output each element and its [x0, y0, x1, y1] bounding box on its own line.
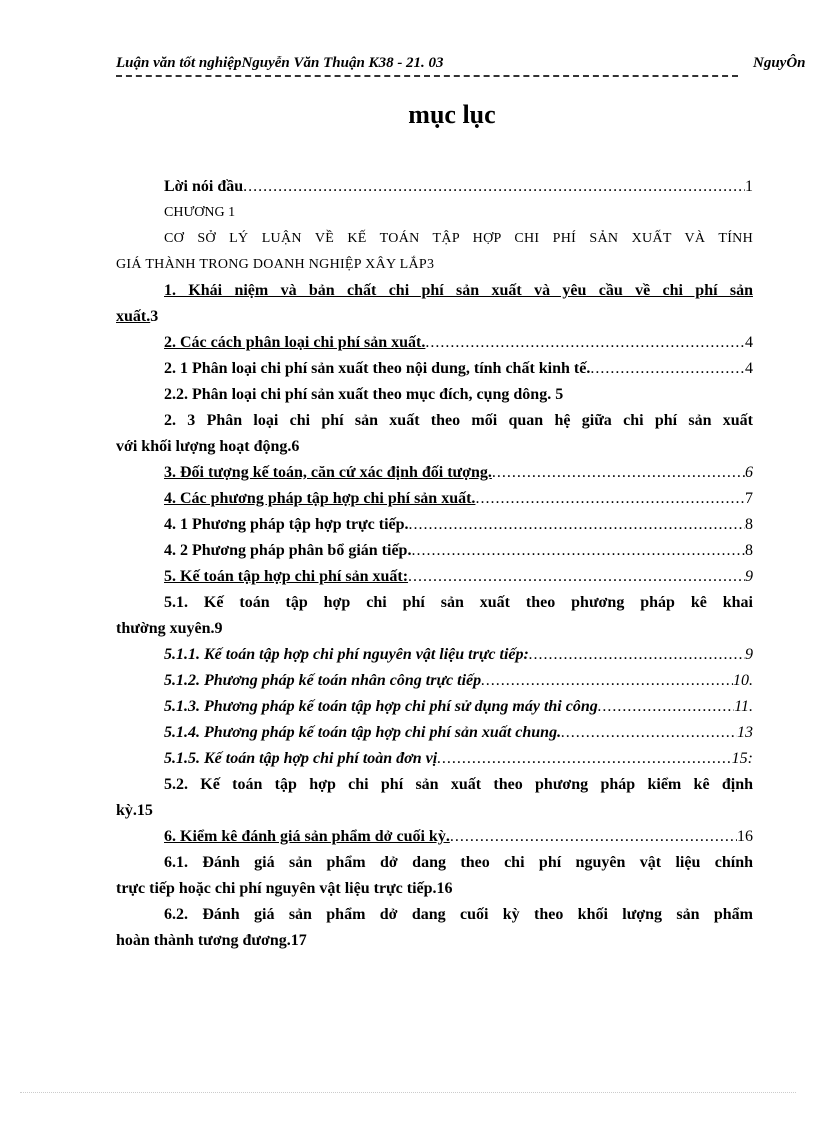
toc-entry-2-1[interactable] [116, 356, 753, 382]
toc-entry-text: trực tiếp hoặc chi phí nguyên vật liệu trực tiếp. [116, 880, 437, 897]
toc-entry-6-1[interactable] [116, 850, 753, 902]
toc-entry-text: với khối lượng hoạt động. [116, 438, 292, 455]
toc-entry-text: 6.2. Đánh giá sản phẩm dở dang cuối kỳ theo khối lượng sản phẩm [164, 906, 753, 923]
toc-page: 10. [733, 672, 753, 689]
toc-entry-text: 4. 2 Phương pháp phân bổ gián tiếp. [164, 542, 412, 559]
toc-entry-text: 5.2. Kế toán tập hợp chi phí sản xuất theo phương pháp kiểm kê định [164, 776, 753, 793]
toc-page: 9 [214, 620, 223, 637]
toc-page: 15: [731, 750, 753, 767]
toc-page: 17 [290, 932, 307, 949]
toc-entry-chapter-title[interactable] [116, 226, 753, 278]
leader-dots [481, 668, 733, 694]
table-of-contents [116, 174, 753, 954]
toc-page: 9 [745, 646, 753, 663]
chapter-label: CHƯƠNG 1 [164, 205, 236, 220]
toc-entry-2-3[interactable] [116, 408, 753, 460]
toc-entry-4[interactable] [116, 486, 753, 512]
toc-entry-text: 5.1.1. Kế toán tập hợp chi phí nguyên vật liệu trực tiếp: [164, 646, 529, 663]
toc-page: 13 [737, 724, 753, 741]
header-left: Luận văn tốt nghiệpNguyễn Văn Thuận K38 - 21. 03 [116, 55, 444, 71]
toc-entry-text: 4. Các phương pháp tập hợp chi phí sản xuất. [164, 490, 476, 507]
leader-dots [409, 512, 745, 538]
toc-entry-text: 5. Kế toán tập hợp chi phí sản xuất: [164, 568, 409, 585]
toc-entry-4-1[interactable] [116, 512, 753, 538]
toc-page: 3 [427, 257, 435, 272]
leader-dots [408, 564, 745, 590]
leader-dots [475, 486, 745, 512]
footer-rule [20, 1092, 796, 1093]
toc-entry-4-2[interactable] [116, 538, 753, 564]
toc-entry-text: 1. Khái niệm và bản chất chi phí sản xuất và yêu cầu về chi phí sản [164, 282, 753, 299]
toc-entry-text: 2.2. Phân loại chi phí sản xuất theo mục đích, cụng dông. 5 [164, 386, 564, 403]
leader-dots [598, 694, 734, 720]
toc-entry-text: 5.1. Kế toán tập hợp chi phí sản xuất theo phương pháp kê khai [164, 594, 753, 611]
leader-dots [529, 642, 745, 668]
toc-entry-5-1-4[interactable] [116, 720, 753, 746]
toc-page: 9 [745, 568, 753, 585]
toc-entry-2[interactable] [116, 330, 753, 356]
toc-page: 16 [436, 880, 453, 897]
toc-page: 3 [150, 308, 159, 325]
leader-dots [590, 356, 745, 382]
leader-dots [411, 538, 745, 564]
toc-page: 4 [745, 360, 753, 377]
toc-entry-text: kỳ. [116, 802, 137, 819]
toc-entry-text: Lời nói đầu [164, 178, 244, 195]
toc-page: 15 [136, 802, 153, 819]
toc-entry-3[interactable] [116, 460, 753, 486]
toc-entry-6[interactable] [116, 824, 753, 850]
leader-dots [492, 460, 745, 486]
leader-dots [561, 720, 737, 746]
toc-page: 1 [745, 178, 753, 195]
toc-page: 6 [291, 438, 300, 455]
toc-page: 11. [734, 698, 753, 715]
header-right: NguyÔn [753, 55, 806, 71]
toc-page: 7 [745, 490, 753, 507]
toc-entry-text: thường xuyên. [116, 620, 215, 637]
toc-entry-text: 5.1.4. Phương pháp kế toán tập hợp chi phí sản xuất chung. [164, 724, 562, 741]
leader-dots [450, 824, 737, 850]
toc-entry-5-1-3[interactable] [116, 694, 753, 720]
toc-page: 8 [745, 542, 753, 559]
toc-page: 16 [737, 828, 753, 845]
toc-entry-5-1[interactable] [116, 590, 753, 642]
toc-page: 6 [745, 464, 753, 481]
toc-entry-5-1-2[interactable] [116, 668, 753, 694]
toc-entry-text: 2. 3 Phân loại chi phí sản xuất theo mối quan hệ giữa chi phí sản xuất [164, 412, 753, 429]
toc-entry-text: hoàn thành tương đương. [116, 932, 291, 949]
toc-entry-5-1-5[interactable] [116, 746, 753, 772]
toc-entry-text: 2. Các cách phân loại chi phí sản xuất. [164, 334, 426, 351]
leader-dots [243, 174, 745, 200]
toc-entry-text: GIÁ THÀNH TRONG DOANH NGHIỆP XÂY LẮP [116, 257, 428, 272]
toc-entry-preface[interactable] [116, 174, 753, 200]
toc-entry-text: 5.1.3. Phương pháp kế toán tập hợp chi phí sử dụng máy thi công [164, 698, 598, 715]
toc-entry-5-2[interactable] [116, 772, 753, 824]
toc-page: 8 [745, 516, 753, 533]
toc-entry-text: 4. 1 Phương pháp tập hợp trực tiếp. [164, 516, 409, 533]
page-title: mục lục [408, 100, 496, 129]
toc-entry-6-2[interactable] [116, 902, 753, 954]
toc-entry-2-2[interactable] [116, 382, 753, 408]
leader-dots [425, 330, 745, 356]
toc-entry-1[interactable] [116, 278, 753, 330]
leader-dots [437, 746, 731, 772]
toc-entry-text: xuất. [116, 308, 151, 325]
toc-entry-text: 6. Kiểm kê đánh giá sản phẩm dở cuối kỳ. [164, 828, 450, 845]
toc-entry-text: 5.1.5. Kế toán tập hợp chi phí toàn đơn vị [164, 750, 438, 767]
toc-entry-5[interactable] [116, 564, 753, 590]
toc-entry-text: 5.1.2. Phương pháp kế toán nhân công trực tiếp [164, 672, 482, 689]
toc-entry-text: 3. Đối tượng kế toán, căn cứ xác định đối tượng. [164, 464, 492, 481]
header-rule [116, 75, 738, 77]
toc-page: 4 [745, 334, 753, 351]
toc-entry-text: 2. 1 Phân loại chi phí sản xuất theo nội dung, tính chất kinh tế. [164, 360, 591, 377]
toc-entry-5-1-1[interactable] [116, 642, 753, 668]
toc-entry-text: CƠ SỞ LÝ LUẬN VỀ KẾ TOÁN TẬP HỢP CHI PHÍ SẢN XUẤT VÀ TÍNH [164, 231, 753, 246]
toc-entry-text: 6.1. Đánh giá sản phẩm dở dang theo chi phí nguyên vật liệu chính [164, 854, 753, 871]
